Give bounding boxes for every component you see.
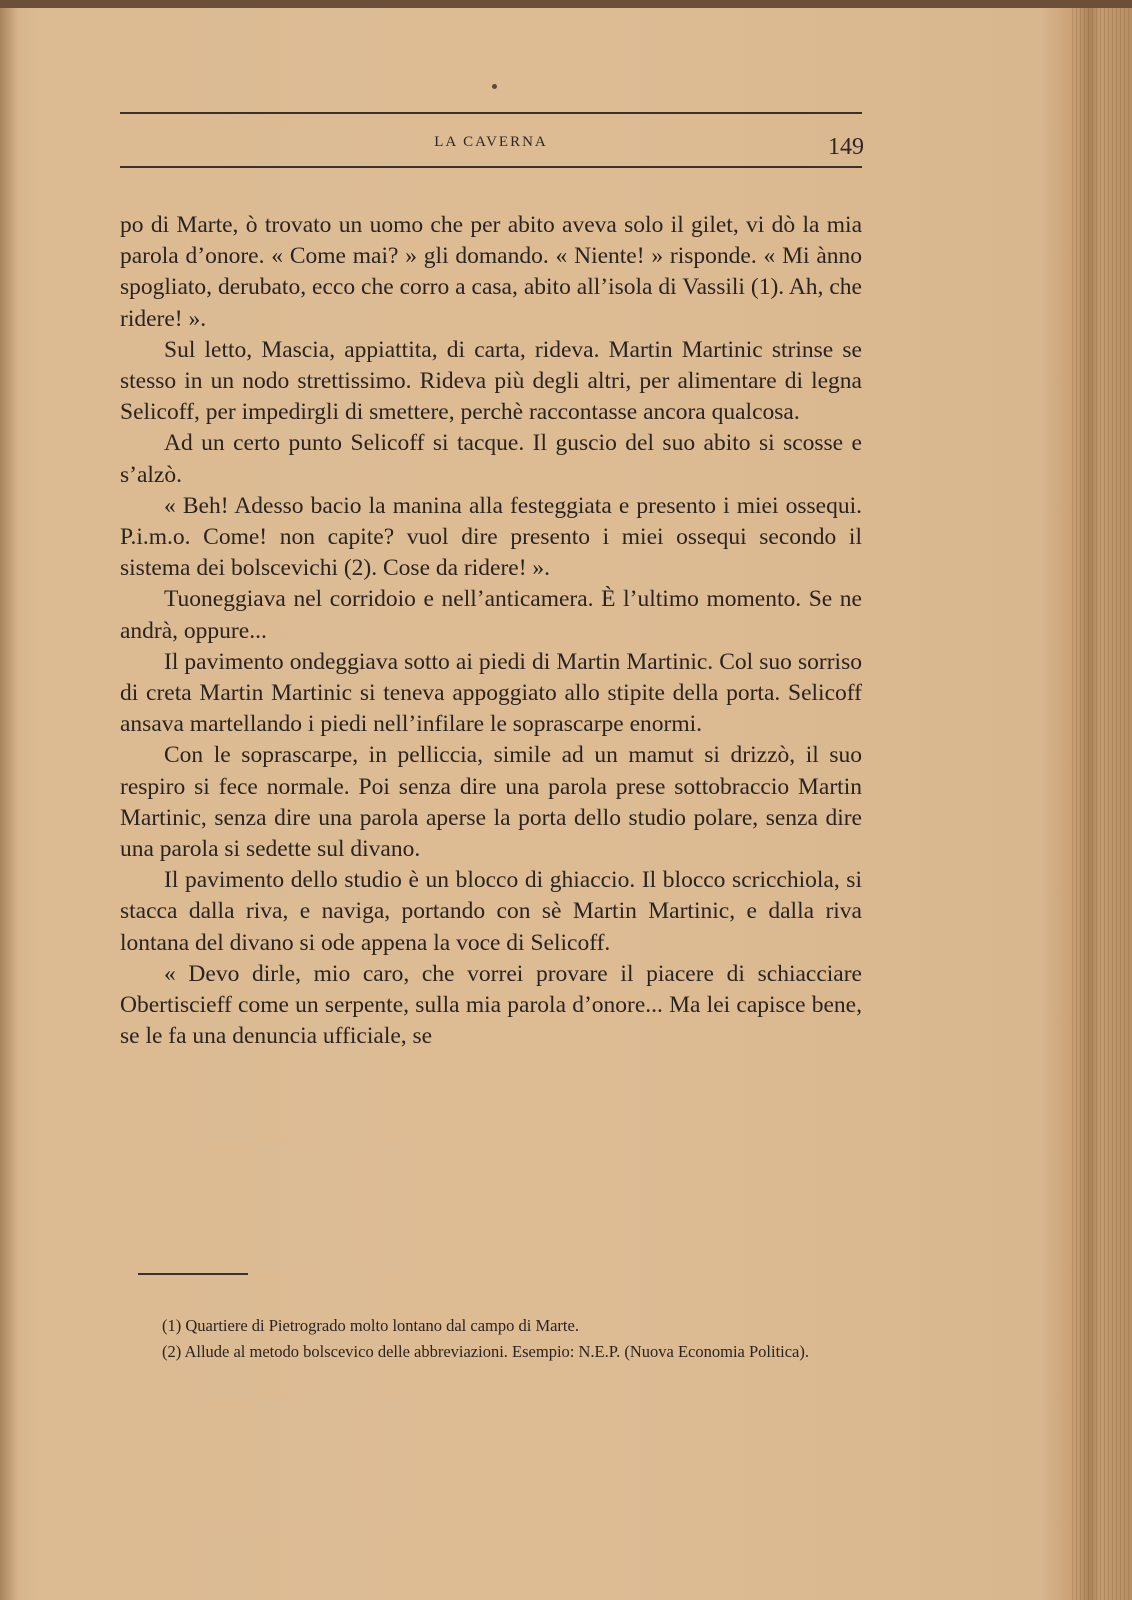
paragraph: po di Marte, ò trovato un uomo che per abito aveva solo il gilet, vi dò la mia parola d’onore. « Come mai? » gli domando. « Niente! » risponde. « Mi ànno spogliato, derubato, ecco che corro a casa, abito all’isola di Vassili (1). Ah, che ridere! ». (120, 212, 862, 332)
body-text (120, 210, 862, 1052)
running-header: LA CAVERNA (434, 134, 548, 150)
footnotes (138, 1314, 862, 1366)
footnote: (1) Quartiere di Pietrogrado molto lontano dal campo di Marte. (162, 1316, 579, 1335)
page-edge-stack (1072, 8, 1132, 1600)
paragraph: Ad un certo punto Selicoff si tacque. Il guscio del suo abito si scosse e s’alzò. (120, 430, 862, 488)
paragraph: Il pavimento dello studio è un blocco di ghiaccio. Il blocco scricchiola, si stacca dalla riva, e naviga, portando con sè Martin Martinic, e dalla riva lontana del divano si ode appena la voce di Selicoff. (120, 867, 862, 956)
paragraph: « Beh! Adesso bacio la manina alla festeggiata e presento i miei ossequi. P.i.m.o. Come! non capite? vuol dire presento i miei ossequi secondo il sistema dei bolscevichi (2). Cose da ridere! ». (120, 492, 862, 582)
footnote-rule (138, 1273, 248, 1275)
paragraph: Il pavimento ondeggiava sotto ai piedi di Martin Martinic. Col suo sorriso di creta Martin Martinic si teneva appoggiato allo stipite della porta. Selicoff ansava martellando i piedi nell’infilare le soprascarpe enormi. (120, 648, 862, 738)
paragraph: Con le soprascarpe, in pelliccia, simile ad un mamut si drizzò, il suo respiro si fece normale. Poi senza dire una parola prese sottobraccio Martin Martinic, senza dire una parola aperse la porta dello studio polare, senza dire una parola si sedette sul divano. (120, 742, 862, 863)
paragraph: Sul letto, Mascia, appiattita, di carta, rideva. Martin Martinic strinse se stesso in un nodo strettissimo. Rideva più degli altri, per alimentare di legna Selicoff, per impedirgli di smettere, perchè raccontasse ancora qualcosa. (120, 336, 862, 426)
page-number: 149 (828, 134, 864, 160)
top-rule (120, 112, 862, 114)
footnote: (2) Allude al metodo bolscevico delle abbreviazioni. Esempio: N.E.P. (Nuova Economia Politica). (162, 1342, 810, 1361)
ink-dot (492, 84, 497, 89)
header-rule (120, 166, 862, 168)
paragraph: Tuoneggiava nel corridoio e nell’anticamera. È l’ultimo momento. Se ne andrà, oppure... (120, 586, 862, 644)
top-dark-strip (0, 0, 1132, 8)
paragraph: « Devo dirle, mio caro, che vorrei provare il piacere di schiacciare Obertiscieff come un serpente, sulla mia parola d’onore... Ma lei capisce bene, se le fa una denuncia ufficiale, se (120, 960, 862, 1050)
